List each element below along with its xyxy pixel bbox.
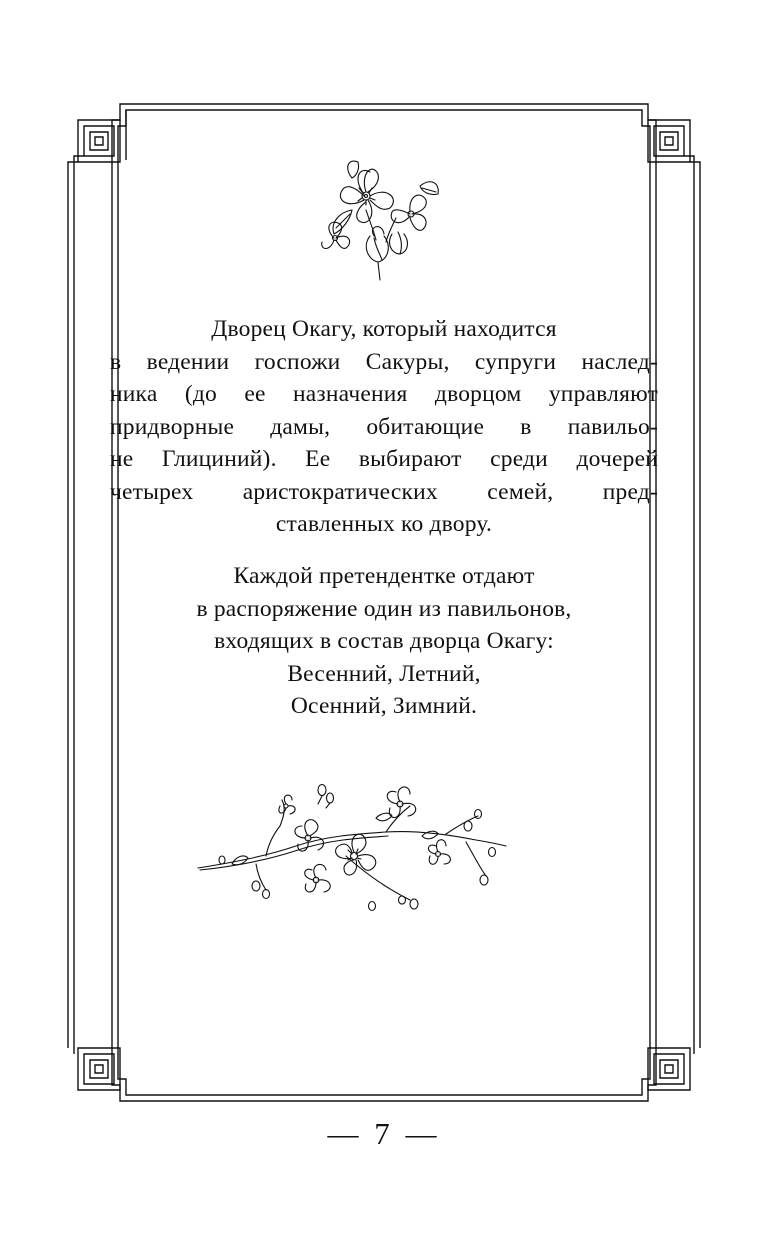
text-line: Весенний, Летний, xyxy=(287,660,481,687)
paragraph-palace-description xyxy=(110,313,658,541)
cherry-blossom-branch-icon xyxy=(196,776,508,922)
text-line: ставленных ко двору. xyxy=(275,511,493,537)
text-line: Каждой претендентке отдают xyxy=(233,563,535,589)
text-line: четырех аристократических семей, пред- xyxy=(110,478,658,505)
text-line: Дворец Окагу, который находится xyxy=(211,316,557,342)
corner-fret-bottom-left xyxy=(78,1048,120,1090)
text-line: придворные дамы, обитающие в павильо- xyxy=(110,413,658,440)
page-number: — 7 — xyxy=(327,1116,441,1151)
corner-fret-bottom-right xyxy=(648,1048,690,1090)
text-line: входящих в состав дворца Окагу: xyxy=(214,628,554,654)
text-line: Осенний, Зимний. xyxy=(290,693,478,719)
flower-cluster-icon xyxy=(312,150,448,286)
paragraph-pavilions xyxy=(110,560,658,723)
text-line: ника (до ее назначения дворцом управляют xyxy=(110,381,658,407)
text-line: в ведении госпожи Сакуры, супруги наслед- xyxy=(110,348,658,375)
text-line: не Глициний). Ее выбирают среди дочерей xyxy=(110,446,658,472)
text-line: в распоряжение один из павильонов, xyxy=(196,595,572,622)
